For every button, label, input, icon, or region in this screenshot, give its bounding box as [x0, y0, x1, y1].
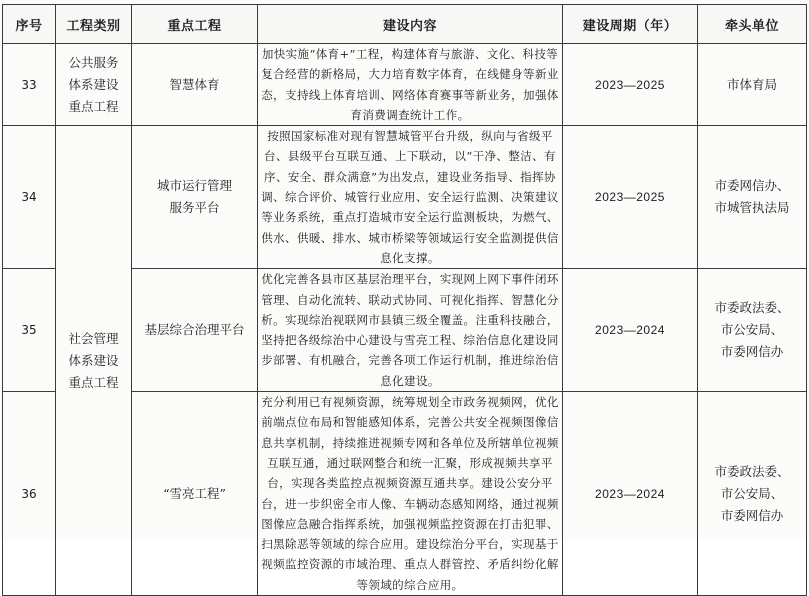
- header-period: 建设周期（年）: [563, 5, 698, 44]
- row-category: [56, 126, 132, 596]
- lead-label: 市委网信办、 市城管执法局: [714, 178, 790, 216]
- header-row: [3, 5, 807, 44]
- row-period: 2023—2024: [563, 269, 698, 392]
- row-lead: [698, 44, 807, 126]
- row-content: 充分利用已有视频资源，统筹规划全市政务视频网，优化前端点位布局和智能感知体系，完善公共安全视频图像信息共享机制，持续推进视频专网和各单位及所辖单位视频互联互通，通过联网整合和统一汇聚，形成视频共享平台，实现各类监控点视频资源互通共享。建设公安分平台，进一步织密全市人像、车辆动态感知网络，通过视频图像应急融合指挥系统，加强视频监控资源在打击犯罪、扫黑除恶等领域的综合应用。建设综治分平台，实现基于视频监控资源的市域治理、重点人群管控、矛盾纠纷化解等领域的综合应用。: [258, 392, 563, 596]
- lead-label: 市体育局: [726, 76, 777, 92]
- row-project: [132, 392, 258, 596]
- project-label: 基层综合治理平台: [144, 322, 245, 338]
- lead-label: 市委政法委、 市公安局、 市委网信办: [714, 300, 790, 360]
- row-period: 2023—2025: [563, 44, 698, 126]
- row-seq: 34: [3, 126, 56, 269]
- row-lead: [698, 269, 807, 392]
- row-category: [56, 44, 132, 126]
- row-project: [132, 44, 258, 126]
- header-project: 重点工程: [132, 5, 258, 44]
- header-category: 工程类别: [56, 5, 132, 44]
- row-project: [132, 126, 258, 269]
- table-row: [3, 44, 807, 126]
- project-label: 智慧体育: [169, 76, 220, 92]
- row-period: 2023—2025: [563, 126, 698, 269]
- row-seq: 36: [3, 392, 56, 596]
- table-body: [3, 44, 807, 596]
- row-content: 加快实施“体育+”工程，构建体育与旅游、文化、科技等复合经营的新格局，大力培育数字体育，在线健身等新业态，支持线上体育培训、网络体育赛事等新业务，加强体育消费调查统计工作。: [258, 44, 563, 126]
- category-label: 社会管理 体系建设 重点工程: [68, 330, 119, 390]
- project-label: 城市运行管理 服务平台: [156, 178, 232, 216]
- header-content: 建设内容: [258, 5, 563, 44]
- row-project: [132, 269, 258, 392]
- category-label: 公共服务 体系建设 重点工程: [68, 54, 119, 114]
- row-seq: 35: [3, 269, 56, 392]
- table-header: [3, 5, 807, 44]
- projects-table: [2, 4, 807, 596]
- lead-label: 市委政法委、 市公安局、 市委网信办: [714, 463, 790, 523]
- row-period: 2023—2024: [563, 392, 698, 596]
- project-label: “雪亮工程”: [163, 485, 226, 501]
- table-row: [3, 126, 807, 269]
- row-lead: [698, 126, 807, 269]
- row-content: 按照国家标准对现有智慧城管平台升级，纵向与省级平台、县级平台互联互通、上下联动，以“干净、整洁、有序、安全、群众满意”为出发点，建设业务指导、指挥协调、综合评价、城管行业应用、安全运行监测、决策建议等业务系统，重点打造城市安全运行监测板块，为燃气、供水、供暖、排水、城市桥梁等领域运行安全监测提供信息化支撑。: [258, 126, 563, 269]
- row-content: 优化完善各县市区基层治理平台，实现网上网下事件闭环管理、自动化流转、联动式协同、可视化指挥、智慧化分析。实现综治视联网市县镇三级全覆盖。注重科技融合，坚持把各级综治中心建设与雪亮工程、综治信息化建设同步部署、有机融合，完善各项工作运行机制，推进综治信息化建设。: [258, 269, 563, 392]
- header-lead: 牵头单位: [698, 5, 807, 44]
- row-lead: [698, 392, 807, 596]
- header-seq: 序号: [3, 5, 56, 44]
- row-seq: 33: [3, 44, 56, 126]
